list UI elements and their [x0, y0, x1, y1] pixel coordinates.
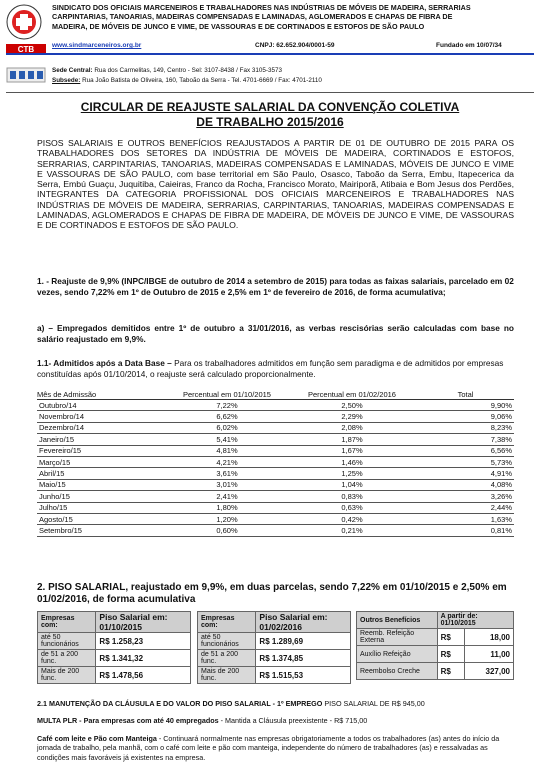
- table-cell: 3,01%: [167, 479, 287, 490]
- footnote-2-1: 2.1 MANUTENÇÃO DA CLÁUSULA E DO VALOR DO PISO SALARIAL - 1º EMPREGO PISO SALARIAL DE R$ 945,00: [37, 699, 425, 708]
- table-cell: 7,22%: [167, 400, 287, 411]
- table-cell: Dezembro/14: [37, 422, 167, 433]
- benefits-table: Outros Benefícios A partir de: 01/10/2015 Reemb. Refeição Externa R$ 18,00 Auxílio Refeição R$ 11,00 Reembolso Creche R$ 327,00: [356, 611, 514, 680]
- table-cell: Julho/15: [37, 502, 167, 513]
- union-name: SINDICATO DOS OFICIAIS MARCENEIROS E TRABALHADORES NAS INDÚSTRIAS DE MÓVEIS DE MADEIRA, SERRARIAS CARPINTARIAS, TANOARIAS, MADEIRAS COMPENSADAS E LAMINADAS, AGLOMERADOS E CHAPAS DE FIBRA DE MADEIRA, DE MÓVEIS DE JUNCO E VIME, DE VASSOURAS E DE CORTINADOS E ESTOFOS DE SÃO PAULO: [52, 3, 471, 31]
- table-cell: Agosto/15: [37, 513, 167, 524]
- table-cell: 0,63%: [287, 502, 417, 513]
- table-cell: 2,41%: [167, 491, 287, 502]
- table-cell: 6,56%: [417, 445, 514, 456]
- table-row: [37, 468, 514, 479]
- intro-paragraph: PISOS SALARIAIS E OUTROS BENEFÍCIOS REAJUSTADOS A PARTIR DE 01 DE OUTUBRO DE 2015 PARA OS TRABALHADORES DOS SETORES DA INDÚSTRIA DE MÓVEIS DE MADEIRA, CORTINADOS E ESTOFOS, SERRARIAS, CARPINTARIAS, TANOARIAS, MADEIRAS COMPENSADAS E LAMINADAS, MÓVEIS DE JUNCO E VIME E VASSOURAS DE SÃO PAULO, com base territorial em São Paulo, Osasco, Taboão da Serra, Embu, Itapecerica da Serra, Embú Guaçu, Juquitiba, Caieiras, Franco da Rocha, Francisco Morato, Mairiporã, Atibaia e Bom Jesus dos Perdões, INTEGRANTES DA CATEGORIA PROFISSIONAL DOS OFICIAIS MARCENEIROS E TRABALHADORES NAS INDÚSTRIAS DE MÓVEIS DE MADEIRA, SERRARIAS, CARPINTARIAS, TANOARIAS, MADEIRAS COMPENSADAS E LAMINADAS, AGLOMERADOS E CHAPAS DE FIBRA DE MADEIRA, DE MÓVEIS DE JUNCO E VIME, DE VASSOURAS E DE CORTINADOS E ESTOFOS DE SÃO PAULO.: [37, 138, 514, 231]
- table-cell: 0,81%: [417, 525, 514, 536]
- table-cell: 9,90%: [417, 400, 514, 411]
- section-2-title: 2. PISO SALARIAL, reajustado em 9,9%, em duas parcelas, sendo 7,22% em 01/10/2015 e 2,50% em 01/02/2016, de forma acumulativa: [37, 582, 507, 605]
- table-row: [37, 491, 514, 502]
- table-cell: 8,23%: [417, 422, 514, 433]
- table-row: [37, 502, 514, 513]
- table-cell: 4,21%: [167, 456, 287, 467]
- table-cell: 2,44%: [417, 502, 514, 513]
- table-cell: Maio/15: [37, 479, 167, 490]
- footnote-plr: MULTA PLR - Para empresas com até 40 empregados - Mantida a Cláusula preexistente - R$ 715,00: [37, 716, 368, 725]
- table-cell: Setembro/15: [37, 525, 167, 536]
- table-row: [37, 411, 514, 422]
- table-cell: 0,21%: [287, 525, 417, 536]
- adjustment-table: [37, 390, 514, 537]
- table-row: [37, 525, 514, 536]
- table-cell: Junho/15: [37, 491, 167, 502]
- table-row: [37, 434, 514, 445]
- page-title: CIRCULAR DE REAJUSTE SALARIAL DA CONVENÇÃO COLETIVA DE TRABALHO 2015/2016: [80, 100, 460, 129]
- website-link[interactable]: www.sindmarceneiros.org.br: [52, 42, 142, 49]
- table-cell: Abril/15: [37, 468, 167, 479]
- table-cell: 9,06%: [417, 411, 514, 422]
- item-1-1: 1.1- Admitidos após a Data Base – Para os trabalhadores admitidos em função sem paradigma e de admitidos por empresas constituídas após 01/10/2014, o reajuste será calculado proporcionalmente.: [37, 358, 504, 379]
- table-cell: Outubro/14: [37, 400, 167, 411]
- table-cell: Março/15: [37, 456, 167, 467]
- table-cell: 7,38%: [417, 434, 514, 445]
- table-cell: 0,60%: [167, 525, 287, 536]
- table-cell: 6,02%: [167, 422, 287, 433]
- table-cell: 1,20%: [167, 513, 287, 524]
- table-cell: 1,25%: [287, 468, 417, 479]
- cnpj-text: CNPJ: 62.652.904/0001-59: [255, 42, 335, 49]
- table-cell: 1,87%: [287, 434, 417, 445]
- table-cell: 2,08%: [287, 422, 417, 433]
- table-cell: 0,42%: [287, 513, 417, 524]
- footnote-cafe: Café com leite e Pão com Manteiga - Continuará normalmente nas empresas obrigatoriamente a todos os trabalhadores (as) antes do início da jornada de trabalho, pela manhã, com o café com leite e pão com manteiga, independente do número de trabalhadores (as) e ressalvadas as condições mais favoráveis já existentes na empresa.: [37, 734, 500, 762]
- table-row: [37, 422, 514, 433]
- table-cell: 4,81%: [167, 445, 287, 456]
- table-cell: 2,50%: [287, 400, 417, 411]
- address-divider: [6, 92, 534, 93]
- item-a: a) – Empregados demitidos entre 1º de outubro a 31/01/2016, as verbas rescisórias serão calculadas com base no salário reajustado em 9,9%.: [37, 323, 514, 344]
- union-logo-icon: [6, 4, 42, 40]
- piso-2015-table: Empresas com: Piso Salarial em: 01/10/2015 até 50 funcionários R$ 1.258,23 de 51 a 200 func. R$ 1.341,32 Mais de 200 func. R$ 1.478,56: [37, 611, 191, 684]
- table-cell: 4,08%: [417, 479, 514, 490]
- table-cell: 6,62%: [167, 411, 287, 422]
- table-row: [37, 445, 514, 456]
- table-cell: 1,04%: [287, 479, 417, 490]
- table-row: [37, 513, 514, 524]
- table-cell: Novembro/14: [37, 411, 167, 422]
- col-pct-2016: Percentual em 01/02/2016: [287, 390, 417, 400]
- table-row: [37, 456, 514, 467]
- header-divider: [6, 53, 534, 55]
- table-cell: 2,29%: [287, 411, 417, 422]
- table-cell: Fevereiro/15: [37, 445, 167, 456]
- building-icon: [6, 66, 46, 84]
- table-cell: Janeiro/15: [37, 434, 167, 445]
- piso-2016-table: Empresas com: Piso Salarial em: 01/02/2016 até 50 funcionários R$ 1.289,69 de 51 a 200 func. R$ 1.374,85 Mais de 200 func. R$ 1.515,53: [197, 611, 351, 684]
- table-cell: 1,63%: [417, 513, 514, 524]
- table-cell: 3,26%: [417, 491, 514, 502]
- table-cell: 3,61%: [167, 468, 287, 479]
- table-row: [37, 479, 514, 490]
- col-pct-2015: Percentual em 01/10/2015: [167, 390, 287, 400]
- table-cell: 5,73%: [417, 456, 514, 467]
- table-cell: 4,91%: [417, 468, 514, 479]
- item-1: 1. - Reajuste de 9,9% (INPC/IBGE de outubro de 2014 a setembro de 2015) para todas as faixas salariais, parcelado em 02 vezes, sendo 7,22% em 1º de Outubro de 2015 e 2,5% em 1º de fevereiro de 2016, de forma acumulativa;: [37, 276, 514, 297]
- table-cell: 0,83%: [287, 491, 417, 502]
- ctb-logo: CTB: [6, 44, 46, 55]
- addresses: Sede Central: Rua dos Carmelitas, 149, Centro - Sel: 3107-8438 / Fax 3105-3573 Subsede: Rua João Batista de Oliveira, 160, Taboão da Serra - Tel. 4701-6669 / Fax: 4701-2110: [52, 67, 322, 84]
- table-cell: 5,41%: [167, 434, 287, 445]
- founded-text: Fundado em 10/07/34: [436, 42, 502, 49]
- table-cell: 1,80%: [167, 502, 287, 513]
- col-month: Mês de Admissão: [37, 390, 167, 400]
- table-cell: 1,46%: [287, 456, 417, 467]
- table-cell: 1,67%: [287, 445, 417, 456]
- table-row: [37, 400, 514, 411]
- col-total: Total: [417, 390, 514, 400]
